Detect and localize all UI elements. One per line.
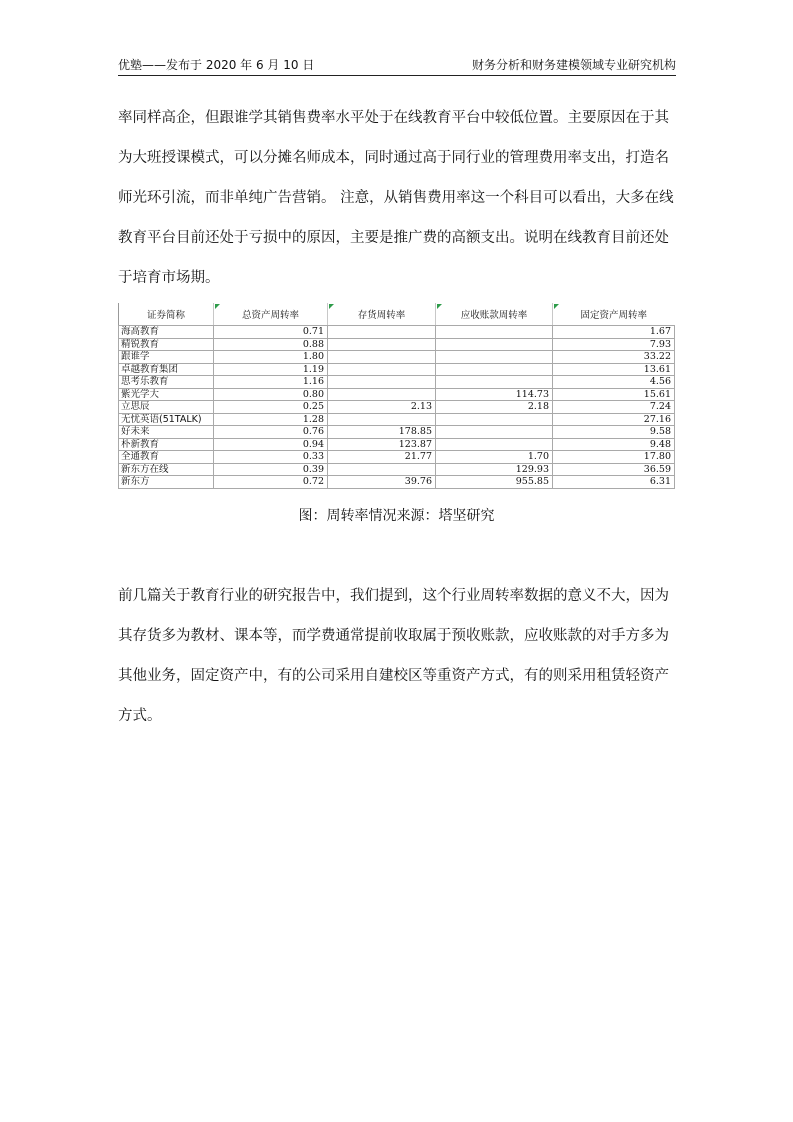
value-cell: 0.33 — [214, 451, 328, 464]
paragraph-line: 于培育市场期。 — [118, 270, 220, 286]
value-cell: 13.61 — [553, 363, 675, 376]
paragraph-line: 为大班授课模式，可以分摊名师成本，同时通过高于同行业的管理费用率支出，打造名 — [118, 150, 669, 166]
company-name-cell: 无忧英语(51TALK) — [119, 413, 214, 426]
table-row — [119, 463, 675, 476]
cell-marker-icon — [554, 304, 559, 309]
value-cell: 7.24 — [553, 401, 675, 414]
value-cell: 955.85 — [436, 476, 553, 489]
company-name-cell: 好未来 — [119, 426, 214, 439]
column-header-inventory-turnover: 存货周转率 — [328, 303, 436, 326]
value-cell: 27.16 — [553, 413, 675, 426]
paragraph-line: 其存货多为教材、课本等，而学费通常提前收取属于预收账款，应收账款的对手方多为 — [118, 628, 669, 644]
company-name-cell: 朴新教育 — [119, 438, 214, 451]
value-cell — [436, 326, 553, 339]
table-row — [119, 388, 675, 401]
value-cell: 2.13 — [328, 401, 436, 414]
company-name-cell: 全通教育 — [119, 451, 214, 464]
value-cell — [436, 338, 553, 351]
value-cell — [328, 463, 436, 476]
value-cell: 0.39 — [214, 463, 328, 476]
table-row — [119, 338, 675, 351]
value-cell: 17.80 — [553, 451, 675, 464]
table-row — [119, 451, 675, 464]
header-org-name: 财务分析和财务建模领域专业研究机构 — [471, 58, 676, 72]
table-row — [119, 351, 675, 364]
value-cell — [328, 351, 436, 364]
value-cell — [436, 426, 553, 439]
value-cell: 1.16 — [214, 376, 328, 389]
value-cell — [436, 363, 553, 376]
value-cell: 0.80 — [214, 388, 328, 401]
value-cell: 0.71 — [214, 326, 328, 339]
company-name-cell: 跟谁学 — [119, 351, 214, 364]
value-cell: 36.59 — [553, 463, 675, 476]
value-cell: 1.28 — [214, 413, 328, 426]
value-cell — [328, 413, 436, 426]
paragraph-line: 方式。 — [118, 708, 162, 724]
table-header-row — [119, 303, 675, 326]
value-cell: 129.93 — [436, 463, 553, 476]
value-cell: 1.67 — [553, 326, 675, 339]
value-cell — [436, 413, 553, 426]
company-name-cell: 新东方在线 — [119, 463, 214, 476]
company-name-cell: 精锐教育 — [119, 338, 214, 351]
page-header — [118, 55, 676, 76]
value-cell: 4.56 — [553, 376, 675, 389]
table-row — [119, 363, 675, 376]
value-cell — [328, 338, 436, 351]
paragraph-line: 率同样高企，但跟谁学其销售费率水平处于在线教育平台中较低位置。主要原因在于其 — [118, 110, 669, 126]
value-cell — [436, 351, 553, 364]
column-header-total-asset-turnover: 总资产周转率 — [214, 303, 328, 326]
value-cell: 178.85 — [328, 426, 436, 439]
column-header-receivables-turnover: 应收账款周转率 — [436, 303, 553, 326]
value-cell — [328, 326, 436, 339]
value-cell: 0.88 — [214, 338, 328, 351]
value-cell: 7.93 — [553, 338, 675, 351]
table-row — [119, 476, 675, 489]
value-cell: 1.80 — [214, 351, 328, 364]
turnover-table — [118, 303, 675, 489]
table-row — [119, 401, 675, 414]
company-name-cell: 卓越教育集团 — [119, 363, 214, 376]
table-row — [119, 438, 675, 451]
paragraph-sales-expense — [118, 109, 678, 309]
header-publish-info: 优塾——发布于 2020 年 6 月 10 日 — [118, 58, 315, 72]
value-cell — [436, 376, 553, 389]
value-cell: 1.19 — [214, 363, 328, 376]
company-name-cell: 海高教育 — [119, 326, 214, 339]
column-header-fixed-asset-turnover: 固定资产周转率 — [553, 303, 675, 326]
value-cell — [328, 388, 436, 401]
value-cell: 9.58 — [553, 426, 675, 439]
company-name-cell: 思考乐教育 — [119, 376, 214, 389]
company-name-cell: 紫光学大 — [119, 388, 214, 401]
company-name-cell: 新东方 — [119, 476, 214, 489]
paragraph-line: 师光环引流，而非单纯广告营销。 注意，从销售费用率这一个科目可以看出，大多在线 — [118, 190, 674, 206]
figure-caption: 图：周转率情况来源：塔坚研究 — [298, 508, 495, 524]
table-row — [119, 426, 675, 439]
value-cell: 2.18 — [436, 401, 553, 414]
paragraph-line: 前几篇关于教育行业的研究报告中，我们提到，这个行业周转率数据的意义不大，因为 — [118, 588, 669, 604]
paragraph-line: 教育平台目前还处于亏损中的原因，主要是推广费的高额支出。说明在线教育目前还处 — [118, 230, 669, 246]
cell-marker-icon — [329, 304, 334, 309]
value-cell: 114.73 — [436, 388, 553, 401]
value-cell — [436, 438, 553, 451]
table-row — [119, 326, 675, 339]
paragraph-line: 其他业务，固定资产中，有的公司采用自建校区等重资产方式，有的则采用租赁轻资产 — [118, 668, 669, 684]
cell-marker-icon — [215, 304, 220, 309]
value-cell: 0.25 — [214, 401, 328, 414]
value-cell — [328, 376, 436, 389]
value-cell: 0.76 — [214, 426, 328, 439]
paragraph-turnover-meaning — [118, 587, 678, 747]
table-row — [119, 376, 675, 389]
company-name-cell: 立思辰 — [119, 401, 214, 414]
value-cell — [328, 363, 436, 376]
value-cell: 1.70 — [436, 451, 553, 464]
value-cell: 123.87 — [328, 438, 436, 451]
value-cell: 39.76 — [328, 476, 436, 489]
column-header-name: 证券简称 — [119, 303, 214, 326]
value-cell: 6.31 — [553, 476, 675, 489]
table-row — [119, 413, 675, 426]
value-cell: 21.77 — [328, 451, 436, 464]
value-cell: 0.94 — [214, 438, 328, 451]
value-cell: 9.48 — [553, 438, 675, 451]
value-cell: 0.72 — [214, 476, 328, 489]
value-cell: 33.22 — [553, 351, 675, 364]
cell-marker-icon — [437, 304, 442, 309]
value-cell: 15.61 — [553, 388, 675, 401]
